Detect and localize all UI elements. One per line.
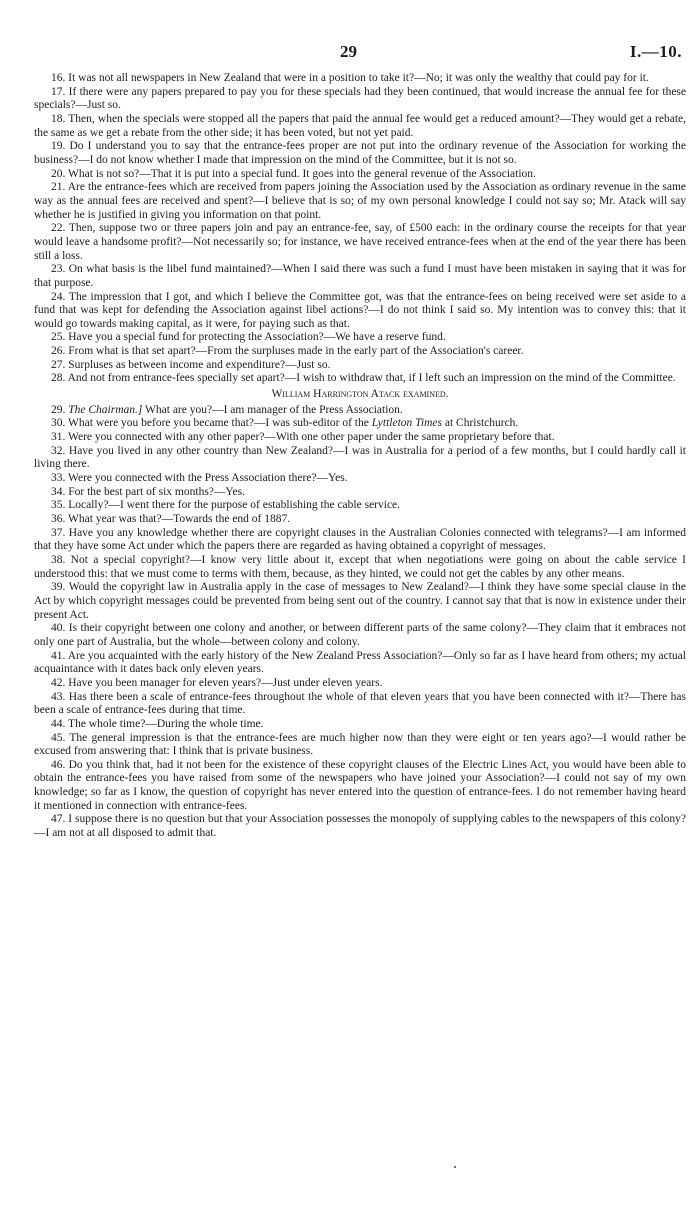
qa-paragraph: 36. What year was that?—Towards the end of 1887. <box>51 513 291 525</box>
qa-paragraph: 37. Have you any knowledge whether there are copyright clauses in the Australian Colonies connected with telegrams?—I am informed that they have some Act under which the papers there are regarded as having obtained a copyright of messages. <box>34 526 686 553</box>
qa-paragraph: 47. I suppose there is no question but that your Association possesses the monopoly of supplying cables to the newspapers of this colony?—I am not at all disposed to admit that. <box>34 813 686 840</box>
speaker-label: The Chairman.] <box>68 403 143 416</box>
qa-before <box>34 72 686 386</box>
qa-paragraph: 45. The general impression is that the entrance-fees are much higher now than they were eight or ten years ago?—I would rather be excused from answering that: I think that is private business. <box>34 731 686 758</box>
qa-paragraph: 20. What is not so?—That it is put into a special fund. It goes into the general revenue of the Association. <box>51 167 536 180</box>
qa-paragraph: 43. Has there been a scale of entrance-fees throughout the whole of that eleven years that you have been connected with it?—There has been a scale of entrance-fees during that time. <box>34 690 686 717</box>
page-speck <box>454 1166 456 1168</box>
qa-text: What were you before you became that?—I was sub-editor of the <box>68 417 369 430</box>
qa-paragraph: 35. Locally?—I went there for the purpose of establishing the cable service. <box>51 499 401 512</box>
qa-paragraph: 19. Do I understand you to say that the entrance-fees proper are not put into the ordinary revenue of the Association for working the business?—I do not know whether I made that impression on the mind of the Committee, but it is not so. <box>34 140 686 166</box>
qa-paragraph: 21. Are the entrance-fees which are received from papers joining the Association used by the Association as ordinary revenue in the same way as the annual fees are received and spent?—I believe that is so; of my own personal knowledge I could not say so; Mr. Atack will say whether he is justified in giving you information on that point. <box>34 181 686 221</box>
section-heading: William Harrington Atack examined. <box>271 388 449 401</box>
qa-paragraph: 28. And not from entrance-fees specially set apart?—I wish to withdraw that, if I left such an impression on the mind of the Committee. <box>51 372 676 385</box>
qa-paragraph-chairman <box>34 404 686 418</box>
qa-paragraph: 40. Is their copyright between one colony and another, or between different parts of the same colony?—They claim that it embraces not only one part of Australia, but the whole—between colony and colony. <box>34 622 686 648</box>
qa-paragraph: 31. Were you connected with any other paper?—With one other paper under the same proprietary before that. <box>51 431 555 444</box>
qa-text: What are you?—I am manager of the Press Association. <box>145 403 403 416</box>
qa-paragraph: 16. It was not all newspapers in New Zealand that were in a position to take it?—No; it was only the wealthy that could pay for it. <box>51 72 649 84</box>
question-number: 29. <box>51 403 66 416</box>
qa-paragraph: 41. Are you acquainted with the early history of the New Zealand Press Association?—Only so far as I have heard from others; my actual acquaintance with it dates back only eleven years. <box>34 649 686 676</box>
qa-paragraph: 42. Have you been manager for eleven years?—Just under eleven years. <box>51 676 383 689</box>
qa-paragraph: 17. If there were any papers prepared to pay you for these specials had they been continued, that would increase the annual fee for these specials?—Just so. <box>34 85 686 112</box>
qa-paragraph: 25. Have you a special fund for protecting the Association?—We have a reserve fund. <box>51 331 446 344</box>
qa-paragraph: 18. Then, when the specials were stopped all the papers that paid the annual fee would get a reduced amount?—They would get a rebate, the same as we get a rebate from the other side; it has been voted, but not yet paid. <box>34 112 686 139</box>
qa-paragraph: 33. Were you connected with the Press Association there?—Yes. <box>51 472 348 485</box>
qa-after <box>34 404 686 841</box>
page-reference: I.—10. <box>629 42 682 61</box>
qa-paragraph: 32. Have you lived in any other country than New Zealand?—I was in Australia for a period of a few months, but I could hardly call it living there. <box>34 444 686 471</box>
qa-paragraph: 26. From what is that set apart?—From the surpluses made in the early part of the Association's career. <box>51 345 524 358</box>
newspaper-title: Lyttleton Times <box>371 417 442 430</box>
qa-paragraph: 27. Surpluses as between income and expenditure?—Just so. <box>51 358 331 371</box>
question-number: 30. <box>51 417 66 430</box>
qa-paragraph: 23. On what basis is the libel fund maintained?—When I said there was such a fund I must have been mistaken in saying that it was for that purpose. <box>34 263 686 289</box>
qa-paragraph: 46. Do you think that, had it not been for the existence of these copyright clauses of the Electric Lines Act, you would have been able to obtain the entrance-fees you have raised from some of the newspapers who have joined your Association?—I could not say of my own knowledge; so far as I know, the question of copyright has never entered into the question of entrance-fees. I do not remember having heard it mentioned in connection with entrance-fees. <box>34 758 686 812</box>
qa-paragraph: 44. The whole time?—During the whole time. <box>51 717 264 730</box>
page-header <box>34 38 686 72</box>
qa-paragraph <box>34 417 686 431</box>
qa-text-end: at Christchurch. <box>444 417 519 430</box>
qa-paragraph: 34. For the best part of six months?—Yes. <box>51 485 246 498</box>
qa-paragraph: 38. Not a special copyright?—I know very little about it, except that when negotiations were going on about the cable service I understood this: that we must come to terms with them, because, as they hinted, we could not get the cables by any other means. <box>34 553 686 580</box>
qa-paragraph: 22. Then, suppose two or three papers join and pay an entrance-fee, say, of £500 each: in the ordinary course the receipts for that year would leave a handsome profit?—Not necessarily so; for instance, we have received entrance-fees when at the end of the year there has been still a loss. <box>34 222 686 262</box>
qa-paragraph: 39. Would the copyright law in Australia apply in the case of messages to New Zealand?—I think they have some special clause in the Act by which copyright messages could be prevented from being sent out of the country. I cannot say that that is now in existence under their present Act. <box>34 581 686 621</box>
qa-paragraph: 24. The impression that I got, and which I believe the Committee got, was that the entrance-fees on being received were set aside to a fund that was kept for defending the Association against libel actions?—I do not think I said so. My intention was to convey this: that it would go towards making capital, as it were, for paying such as that. <box>34 290 686 330</box>
page-number: 29 <box>340 42 357 61</box>
